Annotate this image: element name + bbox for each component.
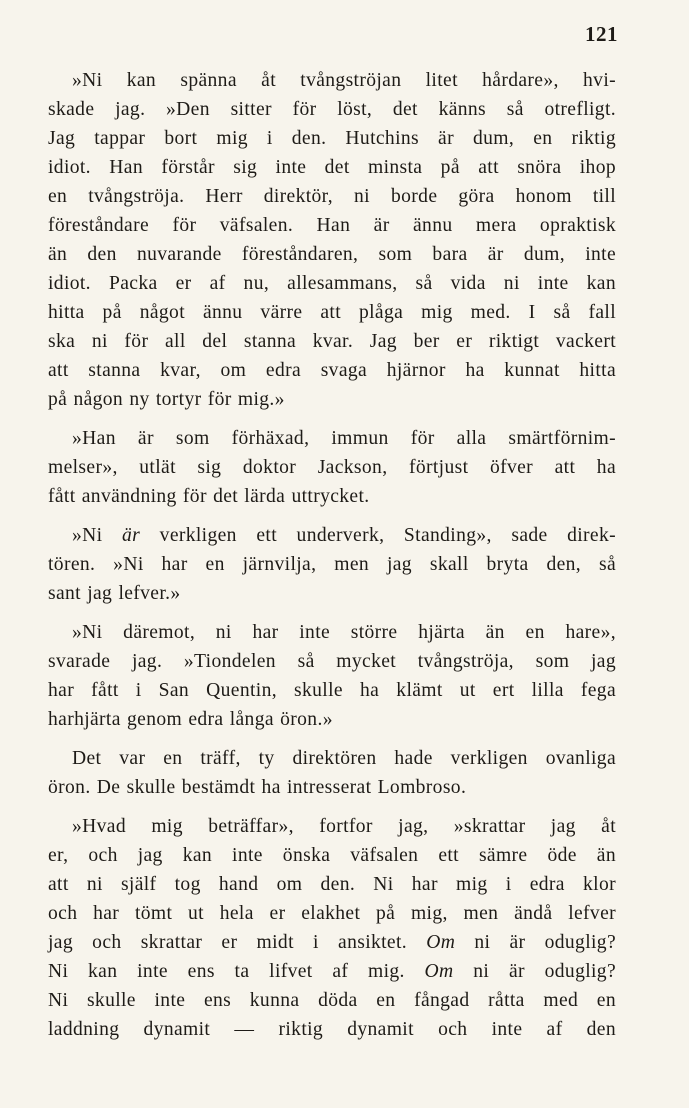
paragraph [48,812,616,1044]
text-line: »Han är som förhäxad, immun för alla smärtförnim- [72,428,616,449]
paragraph [48,424,616,511]
text-line: laddning dynamit — riktig dynamit och inte af den [48,1019,616,1040]
text-line: Ni kan inte ens ta lifvet af mig. Om ni är oduglig? [48,961,616,982]
text-line: Det var en träff, ty direktören hade verkligen ovanliga [72,748,616,769]
text-line: svarade jag. »Tiondelen så mycket tvångströja, som jag [48,651,616,672]
paragraph [48,66,616,414]
text-line: öron. De skulle bestämdt ha intresserat Lombroso. [48,777,467,798]
book-page [48,22,616,1092]
text-line: hitta på något ännu värre att plåga mig med. I så fall [48,302,616,323]
text-line: Jag tappar bort mig i den. Hutchins är dum, en riktig [48,128,616,149]
page-number: 121 [585,22,618,46]
paragraph [48,744,616,802]
text-line: ska ni för all del stanna kvar. Jag ber er riktigt vackert [48,331,616,352]
text-line: melser», utlät sig doktor Jackson, förtjust öfver att ha [48,457,616,478]
text-line: sant jag lefver.» [48,583,181,604]
text-line: tören. »Ni har en järnvilja, men jag skall bryta den, så [48,554,616,575]
text-line: har fått i San Quentin, skulle ha klämt ut ert lilla fega [48,680,616,701]
text-line: en tvångströja. Herr direktör, ni borde göra honom till [48,186,616,207]
text-line: och har tömt ut hela er elakhet på mig, men ändå lefver [48,903,616,924]
text-line: att ni själf tog hand om den. Ni har mig i edra klor [48,874,616,895]
text-line: att stanna kvar, om edra svaga hjärnor ha kunnat hitta [48,360,616,381]
text-line: »Ni är verkligen ett underverk, Standing», sade direk- [72,525,616,546]
text-line: »Hvad mig beträffar», fortfor jag, »skrattar jag åt [72,816,616,837]
text-line: idiot. Han förstår sig inte det minsta på att snöra ihop [48,157,616,178]
text-line: skade jag. »Den sitter för löst, det känns så otrefligt. [48,99,616,120]
text-line: »Ni däremot, ni har inte större hjärta än en hare», [72,622,616,643]
text-line: jag och skrattar er midt i ansiktet. Om ni är oduglig? [48,932,616,953]
text-line: er, och jag kan inte önska väfsalen ett sämre öde än [48,845,616,866]
paragraph [48,618,616,734]
text-line: på någon ny tortyr för mig.» [48,389,285,410]
text-line: föreståndare för väfsalen. Han är ännu mera opraktisk [48,215,616,236]
text-line: idiot. Packa er af nu, allesammans, så vida ni inte kan [48,273,616,294]
body-text [48,66,616,1054]
text-line: »Ni kan spänna åt tvångströjan litet hårdare», hvi- [72,70,616,91]
text-line: fått användning för det lärda uttrycket. [48,486,370,507]
text-line: harhjärta genom edra långa öron.» [48,709,333,730]
text-line: Ni skulle inte ens kunna döda en fångad råtta med en [48,990,616,1011]
paragraph [48,521,616,608]
text-line: än den nuvarande föreståndaren, som bara är dum, inte [48,244,616,265]
